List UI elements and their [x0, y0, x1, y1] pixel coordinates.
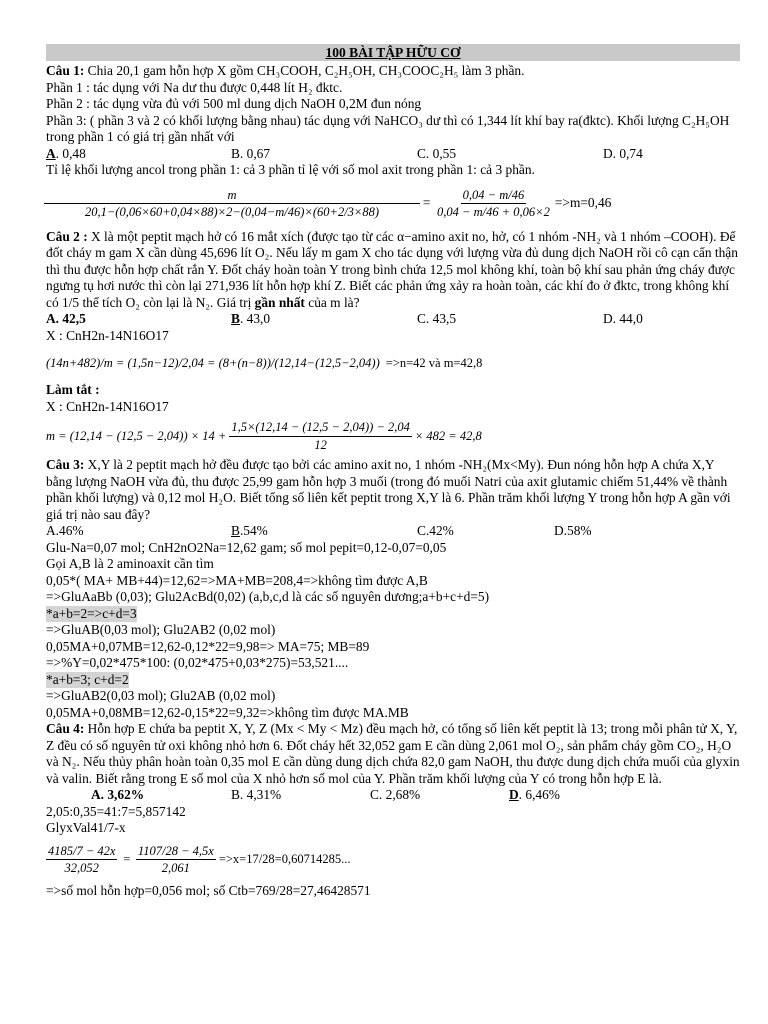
- q1-eq-left-fraction: [46, 187, 418, 221]
- q2-option-b: [231, 311, 417, 328]
- q4-option-c-text: C. 2,68%: [370, 787, 421, 802]
- q3-option-a: [46, 523, 231, 540]
- q1-line4: Phần 3: ( phần 3 và 2 có khối lượng bằng nhau) tác dụng với NaHCO₃ dư thì có 1,344 lít khí bay ra(đktc). Khối lượng C₂H₅OH trong phần 1 có giá trị gần nhất với: [46, 112, 730, 144]
- q3-highlight-1: *a+b=2=>c+d=3: [46, 605, 137, 621]
- q4-line-1: 2,05:0,35=41:7=5,857142: [46, 803, 186, 819]
- q2-equation-1: [46, 345, 740, 381]
- q3-line-5: =>GluAB(0,03 mol); Glu2AB2 (0,02 mol): [46, 622, 276, 637]
- q1-line3: Phần 2 : tác dụng vừa đủ với 500 ml dung dịch NaOH 0,2M đun nóng: [46, 96, 422, 111]
- q3-option-a-text: A.46%: [46, 523, 84, 538]
- q2-option-b-text: . 43,0: [239, 311, 271, 326]
- q2-eq2-right: × 482 = 42,8: [414, 428, 482, 443]
- q4-options: [46, 787, 740, 804]
- q3-line-1: Glu-Na=0,07 mol; CnH2nO2Na=12,62 gam; số mol pepit=0,12-0,07=0,05: [46, 539, 447, 555]
- q4-text-block: [46, 721, 740, 787]
- q3-line-7: =>%Y=0,02*475*100: (0,02*475+0,03*275)=53,521....: [46, 655, 349, 670]
- q3-option-b: [231, 523, 417, 540]
- q2-option-a: [46, 311, 231, 328]
- q3-option-c-text: C.42%: [417, 523, 454, 538]
- q4-option-d: [509, 787, 560, 804]
- q3-line-4: =>GluAaBb (0,03); Glu2AcBd(0,02) (a,b,c,d là các số nguyên dương;a+b+c+d=5): [46, 589, 490, 604]
- q4-last-line: =>số mol hỗn hợp=0,056 mol; số Ctb=769/28=27,46428571: [46, 882, 371, 898]
- q4-option-a: [91, 787, 231, 804]
- q4-option-b: [231, 787, 370, 804]
- q3-option-d: [554, 523, 592, 540]
- q1-eq-left-den: 20,1−(0,06×60+0,04×88)×2−(0,04−m/46)×(60+2/3×88): [84, 205, 380, 219]
- q2-option-d: [603, 311, 643, 328]
- q1-option-c: [417, 146, 603, 163]
- q1-options: [46, 146, 740, 163]
- q2-text: X là một peptit mạch hở có 16 mắt xích (được tạo từ các α−amino axit no, hở, có 1 nhóm -NH₂ và 1 nhóm –COOH). Để đốt cháy m gam X cần dùng 45,696 lít O₂. Nếu lấy m gam X cho tác dụng với lượng vừa đủ dung dịch NaOH rồi cô cạn cẩn thận thì thu được hỗn hợp chất rắn Y. Đốt cháy hoàn toàn Y trong bình chứa 12,5 mol không khí, toàn bộ khí sau phản ứng cháy được ngưng tụ hơi nước thì còn lại 271,936 lít hỗn hợp khí Z. Biết các phản ứng xảy ra hoàn toàn, các khí đo ở đktc, trong không khí có 1/5 thể tích O₂ còn lại là N₂. Giá trị: [46, 228, 738, 310]
- q2-label: Câu 2 :: [46, 228, 88, 244]
- q3-text: X,Y là 2 peptit mạch hở đều được tạo bởi các amino axit no, 1 nhóm -NH₂(Mx<My). Đun nóng hỗn hợp A chứa X,Y bằng lượng NaOH vừa đủ, thu được 25,99 gam hỗn hợp 3 muối (trong đó muối Natri của axit glutamic chiếm 51,44% về thành phần khối lượng) và 0,12 mol H₂O. Biết tổng số liên kết peptit trong X,Y là 6. Phần trăm khối lượng Y trong hỗn hợp A gần với giá trị nào sau đây?: [46, 457, 731, 522]
- q3-highlight-2-row: [46, 672, 740, 689]
- q2-options: [46, 311, 740, 328]
- q4-option-a-text: A. 3,62%: [91, 787, 145, 802]
- q2-equation-2: [46, 416, 740, 456]
- q4-option-b-text: B. 4,31%: [231, 787, 282, 802]
- q1-option-a-text: . 0,48: [55, 145, 86, 161]
- q4-eq-right-den: 2,061: [161, 861, 190, 875]
- q2-text-block: [46, 229, 740, 312]
- q1-eq-right-fraction: [435, 187, 552, 221]
- q1-option-a-letter: A: [46, 145, 56, 161]
- q3-options: [46, 523, 740, 540]
- q4-option-c: [370, 787, 509, 804]
- q3-option-b-text: .54%: [239, 523, 268, 538]
- q1-eq-right-den: 0,04 − m/46 + 0,06×2: [437, 205, 550, 219]
- q2-option-c: [417, 311, 603, 328]
- q1-solution: Tỉ lệ khối lượng ancol trong phần 1: cả 3 phần tỉ lệ với số mol axit trong phần 1: cả 3 phần.: [46, 162, 535, 177]
- q3-line-9: 0,05MA+0,08MB=12,62-0,15*22=9,32=>không tìm được MA.MB: [46, 704, 409, 720]
- q4-option-d-text: . 6,46%: [518, 787, 560, 802]
- q3-line-6: 0,05MA+0,07MB=12,62-0,12*22=9,98=> MA=75; MB=89: [46, 638, 370, 654]
- q1-line1: [46, 63, 740, 80]
- q3-highlight-2: *a+b=3; c+d=2: [46, 671, 129, 687]
- q3-option-c: [417, 523, 554, 540]
- q4-eq-result: =>x=17/28=0,60714285...: [218, 852, 351, 867]
- q4-option-d-letter: D: [509, 787, 519, 802]
- q1-equation: $\frac{m}{20,1-(0,06\times 60+0,04\times 88)\times 2-(0,04-m/46)\times(60+2/3\times 88)}$ = $\frac{0,04 - m/46}{0,04 - m/46 + 0,06\times 2}$ =>m=0,46: [46, 180, 740, 228]
- q2-eq2-num: 1,5×(12,14 − (12,5 − 2,04)) − 2,04: [229, 419, 412, 437]
- q4-text: Hỗn hợp E chứa ba peptit X, Y, Z (Mx < My < Mz) đều mạch hở, có tổng số liên kết peptit là 13; trong mỗi phân tử X, Y, Z đều có số nguyên tử oxi không nhỏ hơn 6. Đốt cháy hết 32,052 gam E cần dùng 2,061 mol O₂, sản phẩm cháy gồm CO₂, H₂O và N₂. Nếu thủy phân hoàn toàn 0,35 mol E cần dùng dung dịch chứa 82,0 gam NaOH, thu được dung dịch chứa muối của glyxin và valin. Biết rằng trong E số mol của X nhỏ hơn số mol của Y. Phần trăm khối lượng của Y có trong hỗn hợp E là.: [46, 721, 740, 786]
- q1-eq-right-num: 0,04 − m/46: [461, 187, 527, 205]
- q1-eq-result: =>m=0,46: [554, 195, 612, 211]
- q2-text-end: của m là?: [304, 294, 360, 310]
- q1-text: Chia 20,1 gam hỗn hợp X gồm CH₃COOH, C₂H₅OH, CH₃COOC₂H₅ làm 3 phần.: [84, 63, 525, 78]
- q3-option-b-letter: B: [231, 523, 240, 538]
- q3-option-d-text: D.58%: [554, 523, 592, 538]
- q2-formula-2: X : CnH2n-14N16O17: [46, 398, 169, 414]
- q4-eq-right-fraction: [136, 843, 216, 877]
- q1-option-c-text: C. 0,55: [417, 145, 457, 161]
- q2-option-d-text: D. 44,0: [603, 311, 643, 326]
- q2-option-b-letter: B: [231, 311, 240, 326]
- q3-line-3: 0,05*( MA+ MB+44)=12,62=>MA+MB=208,4=>không tìm được A,B: [46, 572, 428, 588]
- q2-option-a-text: A. 42,5: [46, 311, 86, 326]
- page-title: 100 BÀI TẬP HỮU CƠ: [325, 45, 461, 60]
- q3-line-8: =>GluAB2(0,03 mol); Glu2AB (0,02 mol): [46, 688, 276, 703]
- q3-label: Câu 3:: [46, 457, 85, 472]
- q1-option-d-text: D. 0,74: [603, 145, 643, 161]
- q2-text-bold: gần nhất: [251, 294, 305, 310]
- q2-option-c-text: C. 43,5: [417, 311, 457, 326]
- q1-line2: Phần 1 : tác dụng với Na dư thu được 0,448 lít H₂ đktc.: [46, 79, 343, 95]
- q3-text-block: [46, 457, 740, 523]
- q1-option-b: [231, 146, 417, 163]
- title-bar: [46, 44, 740, 61]
- q2-eq2-left: m = (12,14 − (12,5 − 2,04)) × 14 +: [46, 428, 227, 443]
- q1-option-b-text: B. 0,67: [231, 145, 271, 161]
- q3-line-2: Gọi A,B là 2 aminoaxit cần tìm: [46, 556, 214, 571]
- q1-eq-left-num: m: [44, 187, 420, 205]
- q1-label: Câu 1:: [46, 63, 85, 78]
- q4-eq-right-num: 1107/28 − 4,5x: [136, 843, 216, 861]
- q1-option-d: [603, 146, 643, 163]
- document-page: [46, 44, 740, 899]
- q2-lamtat: Làm tắt :: [46, 382, 100, 397]
- q2-eq2-fraction: [229, 419, 412, 453]
- q4-eq-left-den: 32,052: [64, 861, 99, 875]
- q4-eq-left-num: 4185/7 − 42x: [46, 843, 117, 861]
- q4-line-2: GlyxVal41/7-x: [46, 820, 126, 835]
- q4-label: Câu 4:: [46, 721, 85, 736]
- q2-eq2-den: 12: [314, 437, 327, 452]
- q4-equation: $\frac{4185/7 - 42x}{32,052}$ = $\frac{1107/28 - 4,5x}{2,061}$ =>x=17/28=0,60714285...: [48, 843, 351, 875]
- q1-option-a: [46, 146, 231, 163]
- q2-eq1-result: =>n=42 và m=42,8: [385, 355, 483, 370]
- q2-formula: X : CnH2n-14N16O17: [46, 327, 169, 343]
- q3-highlight-1-row: [46, 606, 740, 623]
- q4-eq-left-fraction: [46, 843, 117, 877]
- q2-eq1-text: (14n+482)/m = (1,5n−12)/2,04 = (8+(n−8))/(12,14−(12,5−2,04)): [46, 355, 380, 370]
